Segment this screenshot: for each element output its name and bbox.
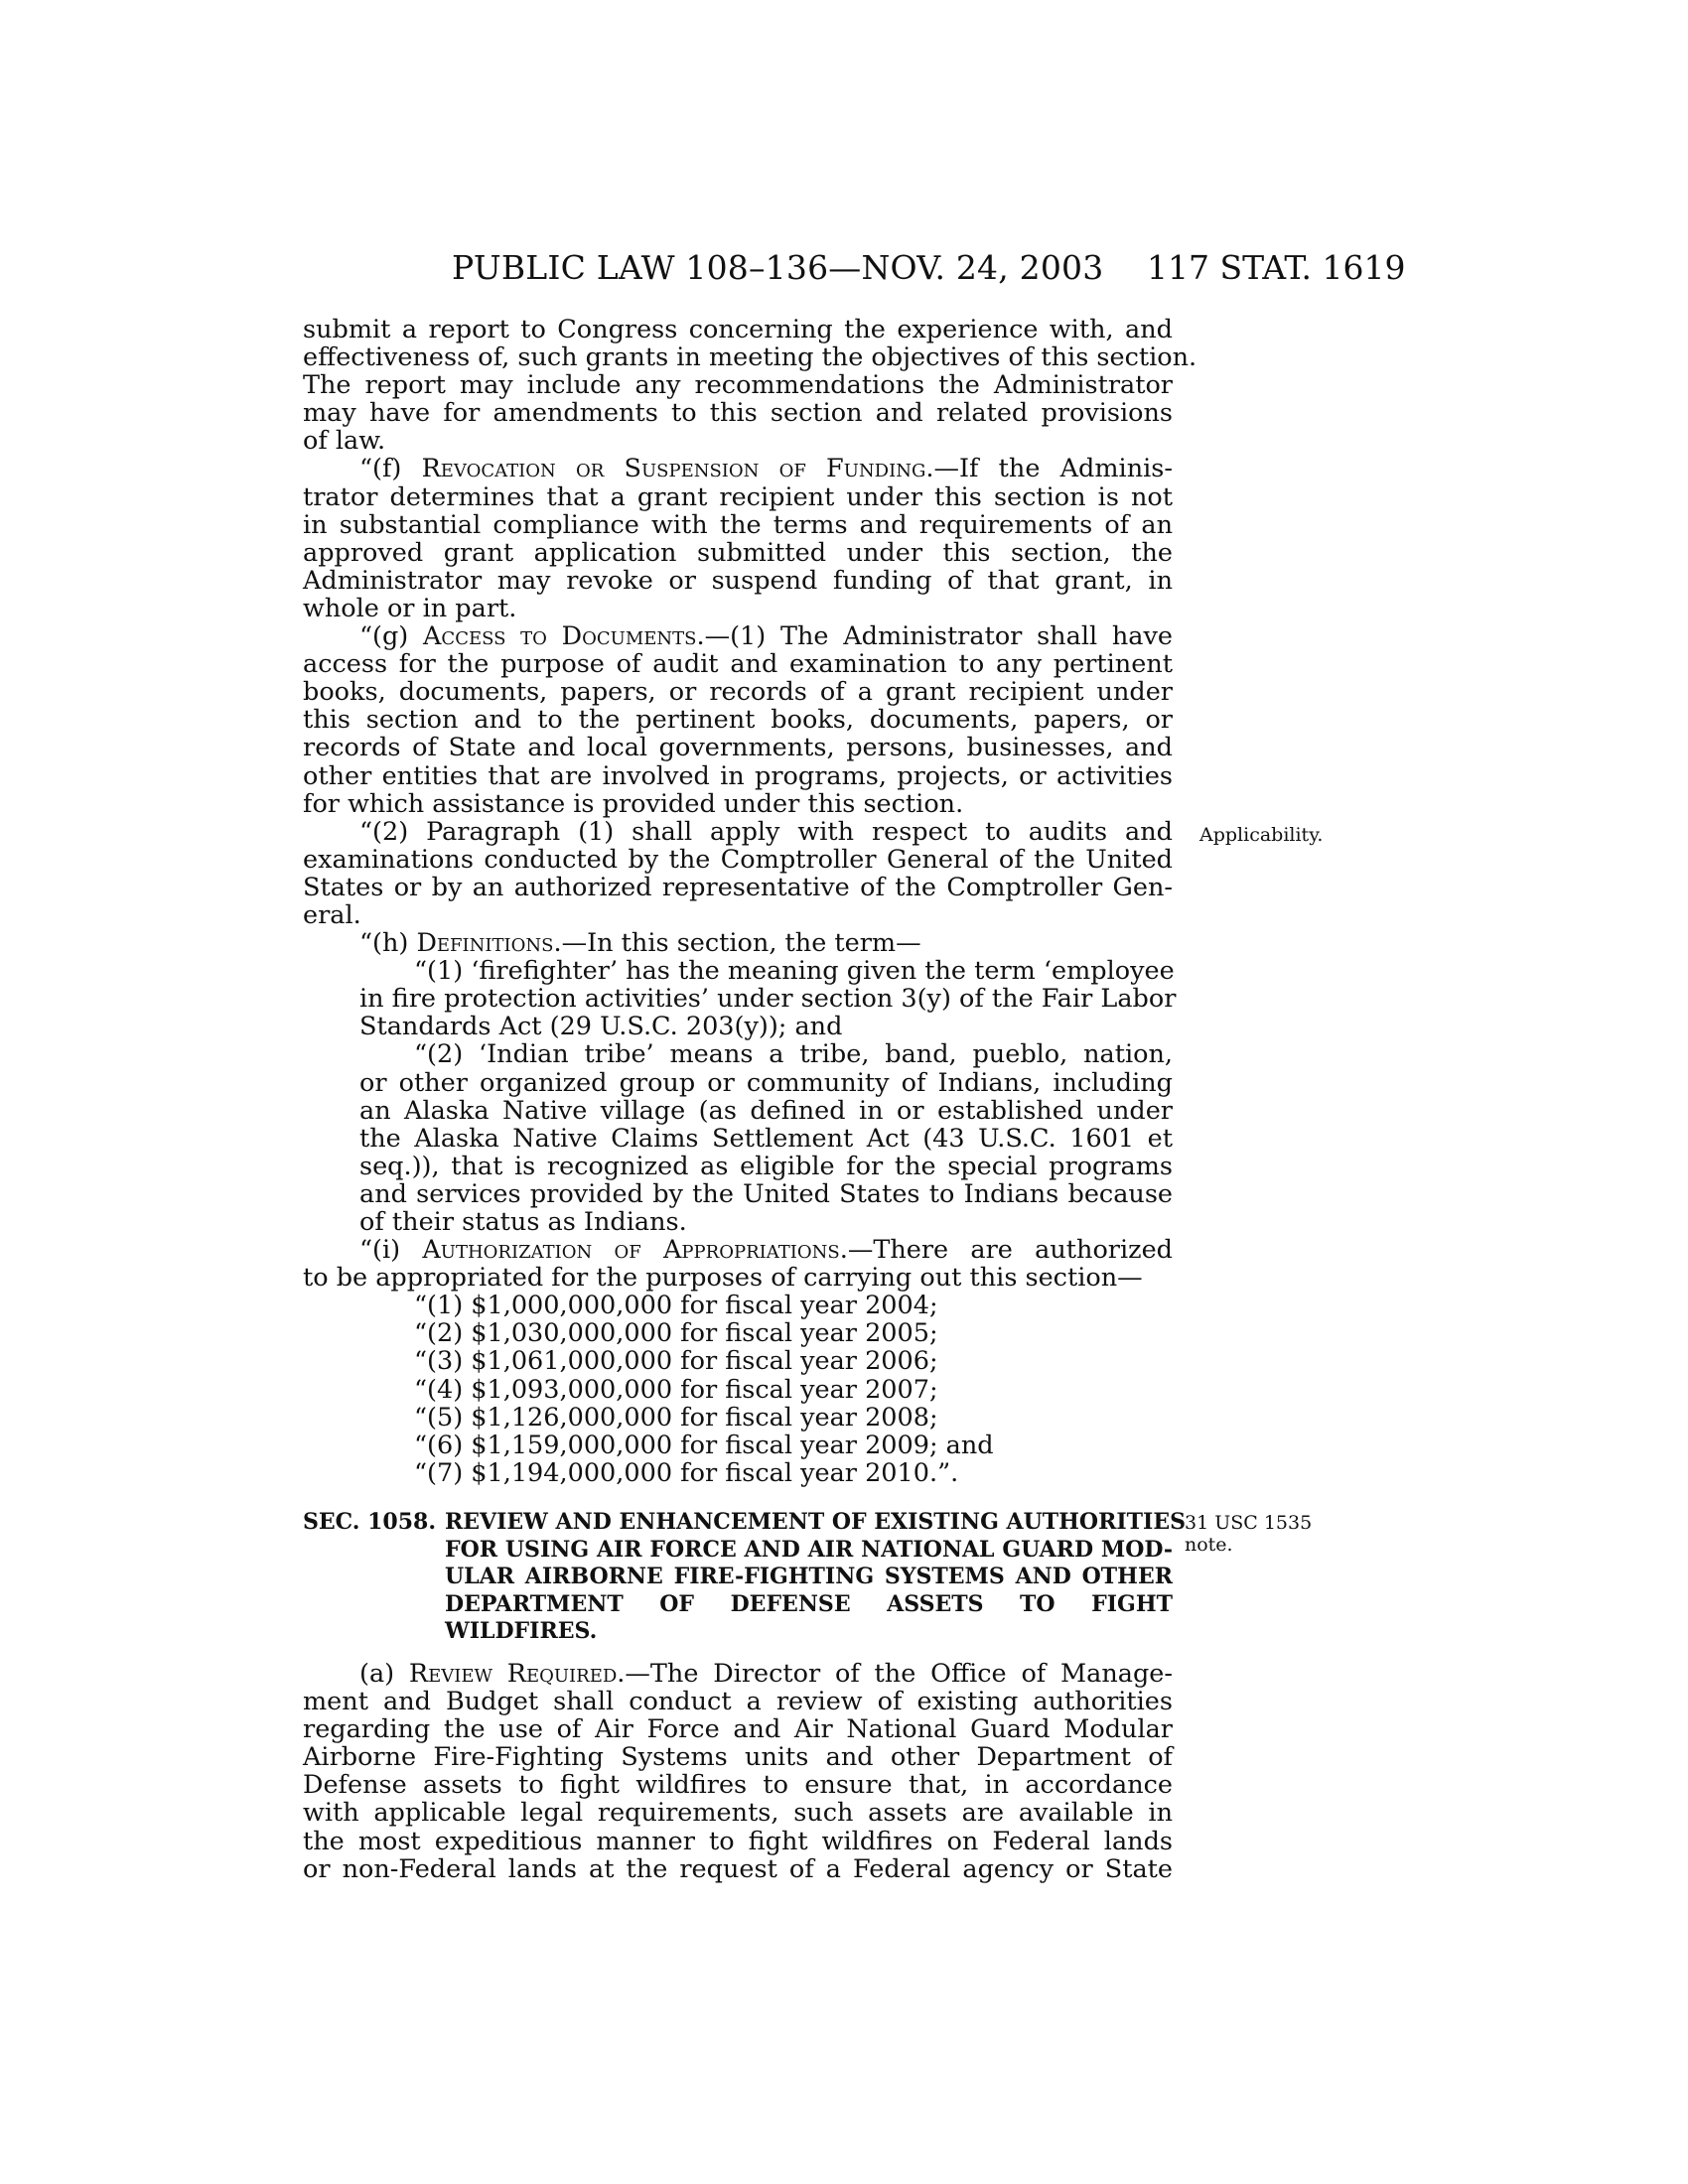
subsection-a-heading: (a) Review Required.—The Director of the Office of Manage- bbox=[359, 1659, 1173, 1689]
text-line: other entities that are involved in programs, projects, or activities bbox=[303, 760, 1173, 791]
text-line: The report may include any recommendations the Administrator bbox=[303, 370, 1173, 401]
text-line: or other organized group or community of Indians, including bbox=[359, 1067, 1173, 1098]
text-line: whole or in part. bbox=[303, 593, 517, 623]
text-line: ment and Budget shall conduct a review of existing authorities bbox=[303, 1687, 1173, 1717]
appropriation-item: “(4) $1,093,000,000 for fiscal year 2007; bbox=[414, 1374, 938, 1405]
text-line: records of State and local governments, persons, businesses, and bbox=[303, 733, 1173, 763]
text-line: regarding the use of Air Force and Air National Guard Modular bbox=[303, 1714, 1173, 1745]
section-title-line: FOR USING AIR FORCE AND AIR NATIONAL GUARD MOD- bbox=[445, 1536, 1173, 1563]
subsection-f-heading: “(f) Revocation or Suspension of Funding.—If the Adminis- bbox=[359, 454, 1173, 484]
subsection-h-heading: “(h) Definitions.—In this section, the term— bbox=[359, 928, 921, 959]
text-line: trator determines that a grant recipient under this section is not bbox=[303, 481, 1173, 512]
text-line: seq.)), that is recognized as eligible for the special programs bbox=[359, 1151, 1173, 1181]
text-line: Defense assets to fight wildfires to ensure that, in accordance bbox=[303, 1770, 1173, 1801]
text-line: of law. bbox=[303, 426, 386, 457]
section-title-line: WILDFIRES. bbox=[445, 1618, 598, 1644]
text-line: may have for amendments to this section and related provisions bbox=[303, 398, 1173, 429]
subsection-caption: Definitions bbox=[416, 928, 554, 959]
text-line: approved grant application submitted under this section, the bbox=[303, 537, 1173, 568]
text-line: examinations conducted by the Comptroller General of the United bbox=[303, 844, 1173, 875]
page-header bbox=[0, 248, 1688, 288]
appropriation-item: “(6) $1,159,000,000 for fiscal year 2009; and bbox=[414, 1430, 994, 1460]
text-line: Airborne Fire-Fighting Systems units and other Department of bbox=[303, 1742, 1173, 1773]
margin-note-usc: 31 USC 1535 bbox=[1185, 1512, 1313, 1534]
text-line: access for the purpose of audit and examination to any pertinent bbox=[303, 649, 1173, 680]
text-line: submit a report to Congress concerning the experience with, and bbox=[303, 315, 1173, 344]
text-line: effectiveness of, such grants in meeting the objectives of this section. bbox=[303, 342, 1197, 373]
subsection-g-heading: “(g) Access to Documents.—(1) The Administrator shall have bbox=[359, 621, 1173, 652]
section-1058-heading bbox=[303, 1509, 1186, 1646]
margin-note-usc-note: note. bbox=[1185, 1534, 1233, 1556]
statute-page-number: 117 STAT. 1619 bbox=[1147, 248, 1406, 287]
section-title-line: ULAR AIRBORNE FIRE-FIGHTING SYSTEMS AND OTHER bbox=[445, 1564, 1173, 1589]
appropriation-item: “(1) $1,000,000,000 for fiscal year 2004; bbox=[414, 1291, 938, 1321]
subsection-caption: Access to Documents bbox=[423, 621, 697, 652]
text-line: “(2) ‘Indian tribe’ means a tribe, band, pueblo, nation, bbox=[414, 1039, 1173, 1070]
text-line: States or by an authorized representative of the Comptroller Gen- bbox=[303, 872, 1173, 902]
text-line: with applicable legal requirements, such assets are available in bbox=[303, 1798, 1173, 1829]
body-text bbox=[303, 315, 1197, 1488]
appropriation-item: “(3) $1,061,000,000 for fiscal year 2006; bbox=[414, 1346, 938, 1377]
text-line: “(1) ‘firefighter’ has the meaning given the term ‘employee bbox=[414, 956, 1175, 987]
appropriation-item: “(2) $1,030,000,000 for fiscal year 2005; bbox=[414, 1318, 938, 1349]
text-line: eral. bbox=[303, 899, 361, 930]
text-line: books, documents, papers, or records of a grant recipient under bbox=[303, 677, 1173, 708]
text-line: an Alaska Native village (as defined in or established under bbox=[359, 1095, 1173, 1126]
subsection-i-heading: “(i) Authorization of Appropriations.—There are authorized bbox=[359, 1235, 1173, 1266]
section-title-line: DEPARTMENT OF DEFENSE ASSETS TO FIGHT bbox=[445, 1590, 1173, 1617]
text-line: this section and to the pertinent books, documents, papers, or bbox=[303, 705, 1173, 736]
appropriation-item: “(5) $1,126,000,000 for fiscal year 2008; bbox=[414, 1402, 938, 1433]
subsection-caption: Review Required bbox=[408, 1659, 618, 1689]
text-line: in fire protection activities’ under section 3(y) of the Fair Labor bbox=[359, 984, 1177, 1015]
text-line: Administrator may revoke or suspend funding of that grant, in bbox=[303, 565, 1173, 596]
public-law-citation: PUBLIC LAW 108–136—NOV. 24, 2003 bbox=[452, 248, 1104, 287]
subsection-caption: Revocation or Suspension of Funding bbox=[421, 454, 926, 484]
appropriation-item: “(7) $1,194,000,000 for fiscal year 2010.”. bbox=[414, 1457, 959, 1488]
section-title-line: REVIEW AND ENHANCEMENT OF EXISTING AUTHORITIES bbox=[445, 1509, 1186, 1535]
text-line: to be appropriated for the purposes of carrying out this section— bbox=[303, 1263, 1143, 1294]
text-line: for which assistance is provided under this section. bbox=[303, 788, 964, 819]
subsection-caption: Authorization of Appropriations bbox=[422, 1235, 840, 1266]
text-line: Standards Act (29 U.S.C. 203(y)); and bbox=[359, 1012, 843, 1042]
text-line: in substantial compliance with the terms and requirements of an bbox=[303, 509, 1173, 540]
section-number: SEC. 1058. bbox=[303, 1509, 436, 1535]
margin-note-applicability: Applicability. bbox=[1199, 824, 1324, 846]
text-line: of their status as Indians. bbox=[359, 1207, 687, 1237]
text-line: or non-Federal lands at the request of a Federal agency or State bbox=[303, 1853, 1173, 1884]
text-line: the Alaska Native Claims Settlement Act (43 U.S.C. 1601 et bbox=[359, 1123, 1173, 1154]
text-line: “(2) Paragraph (1) shall apply with respect to audits and bbox=[359, 816, 1173, 847]
text-line: and services provided by the United States to Indians because bbox=[359, 1178, 1173, 1209]
text-line: the most expeditious manner to fight wildfires on Federal lands bbox=[303, 1826, 1173, 1856]
section-1058-body bbox=[303, 1660, 1173, 1883]
